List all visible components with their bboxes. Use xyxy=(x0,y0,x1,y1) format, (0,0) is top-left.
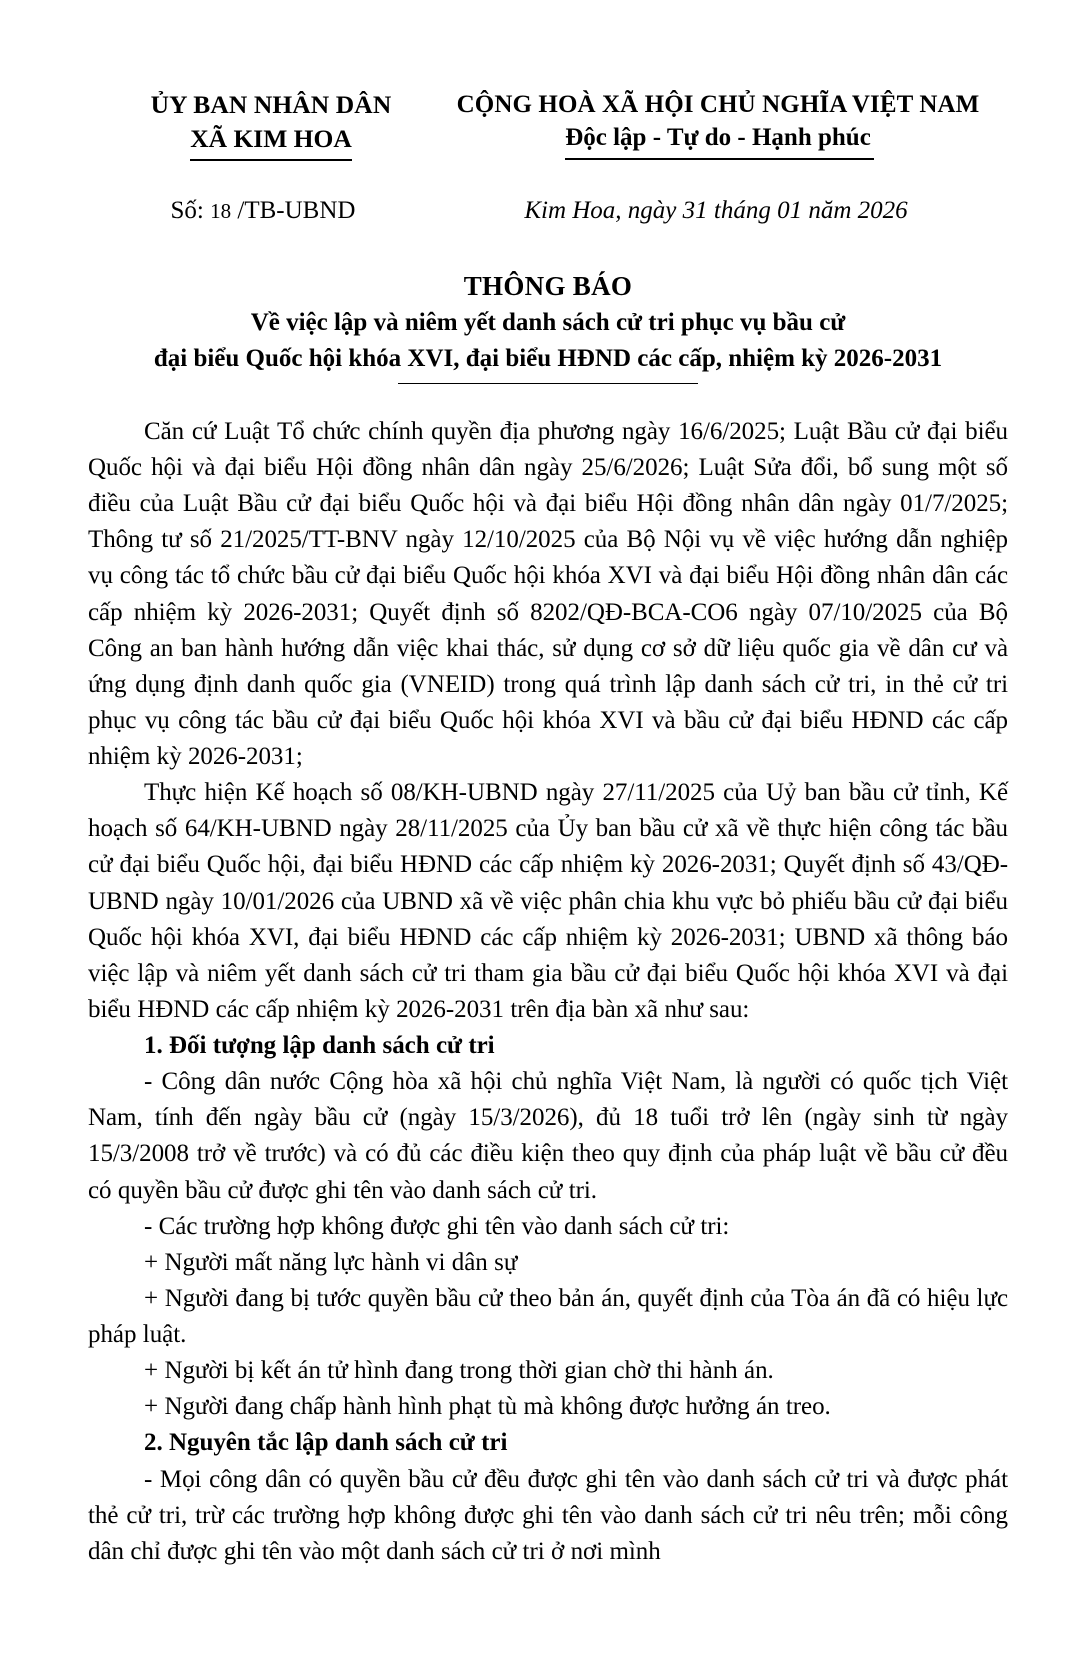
issuing-authority-underline xyxy=(190,159,352,161)
issuing-authority-block xyxy=(88,88,436,161)
national-title: CỘNG HOÀ XÃ HỘI CHỦ NGHĨA VIỆT NAM xyxy=(456,91,980,118)
section-2-heading: 2. Nguyên tắc lập danh sách cử tri xyxy=(144,1429,508,1457)
issuing-authority-unit-label: XÃ KIM HOA xyxy=(190,123,352,153)
document-body xyxy=(88,414,1008,1570)
document-number-suffix: /TB-UBND xyxy=(237,196,356,224)
document-meta-row xyxy=(88,197,1008,225)
document-title-rule xyxy=(398,383,698,384)
national-motto: Độc lập - Tự do - Hạnh phúc xyxy=(565,124,871,152)
document-subtitle-line2: đại biểu Quốc hội khóa XVI, đại biểu HĐND các cấp, nhiệm kỳ 2026-2031 xyxy=(153,345,943,373)
section-2-item-1: - Mọi công dân có quyền bầu cử đều được ghi tên vào danh sách cử tri và được phát thẻ cử tri, trừ các trường hợp không được ghi tên vào danh sách cử tri nêu trên; mỗi công dân chỉ được ghi tên vào một danh sách cử tri ở nơi mình xyxy=(88,1465,1008,1565)
document-number xyxy=(88,197,428,225)
document-number-prefix: Số: xyxy=(170,196,204,224)
national-motto-wrap xyxy=(565,121,871,159)
section-1-subitem-2: + Người đang bị tước quyền bầu cử theo bản án, quyết định của Tòa án đã có hiệu lực pháp luật. xyxy=(88,1284,1008,1349)
issuing-authority-unit xyxy=(190,122,352,161)
section-1-item-1: - Công dân nước Cộng hòa xã hội chủ nghĩa Việt Nam, là người có quốc tịch Việt Nam, tính đến ngày bầu cử (ngày 15/3/2026), đủ 18 tuổi trở lên (ngày sinh từ ngày 15/3/2008 trở về trước) và có đủ các điều kiện theo quy định của pháp luật về bầu cử đều có quyền bầu cử được ghi tên vào danh sách cử tri. xyxy=(88,1068,1008,1204)
document-subtitle-line1: Về việc lập và niêm yết danh sách cử tri phục vụ bầu cử xyxy=(250,308,846,336)
paragraph-implementation: Thực hiện Kế hoạch số 08/KH-UBND ngày 27/11/2025 của Uỷ ban bầu cử tỉnh, Kế hoạch số 64/KH-UBND ngày 28/11/2025 của Ủy ban bầu cử xã về thực hiện công tác bầu cử đại biểu Quốc hội, đại biểu HĐND các cấp nhiệm kỳ 2026-2031; Quyết định số 43/QĐ-UBND ngày 10/01/2026 của UBND xã về việc phân chia khu vực bỏ phiếu bầu cử đại biểu Quốc hội khóa XVI, đại biểu HĐND các cấp nhiệm kỳ 2026-2031; UBND xã thông báo việc lập và niêm yết danh sách cử tri tham gia bầu cử đại biểu Quốc hội khóa XVI và đại biểu HĐND các cấp nhiệm kỳ 2026-2031 trên địa bàn xã như sau: xyxy=(88,779,1008,1023)
paragraph-legal-basis: Căn cứ Luật Tổ chức chính quyền địa phương ngày 16/6/2025; Luật Bầu cử đại biểu Quốc hội và đại biểu Hội đồng nhân dân ngày 25/6/2026; Luật Sửa đổi, bổ sung một số điều của Luật Bầu cử đại biểu Quốc hội và đại biểu Hội đồng nhân dân ngày 01/7/2025; Thông tư số 21/2025/TT-BNV ngày 12/10/2025 của Bộ Nội vụ về việc hướng dẫn nghiệp vụ công tác tổ chức bầu cử đại biểu Quốc hội khóa XVI và đại biểu Hội đồng nhân dân các cấp nhiệm kỳ 2026-2031; Quyết định số 8202/QĐ-BCA-CO6 ngày 07/10/2025 của Bộ Công an ban hành hướng dẫn việc khai thác, sử dụng cơ sở dữ liệu quốc gia về dân cư và ứng dụng định danh quốc gia (VNEID) trong quá trình lập danh sách cử tri, in thẻ cử tri phục vụ công tác bầu cử đại biểu Quốc hội khóa XVI và bầu cử đại biểu HĐND các cấp nhiệm kỳ 2026-2031; xyxy=(88,417,1008,771)
section-1-heading: 1. Đối tượng lập danh sách cử tri xyxy=(144,1032,495,1060)
section-1-item-2: - Các trường hợp không được ghi tên vào danh sách cử tri: xyxy=(144,1212,730,1240)
document-number-value: 18 xyxy=(210,198,232,223)
document-title-block xyxy=(88,269,1008,384)
document-title: THÔNG BÁO xyxy=(463,270,633,301)
document-place-date: Kim Hoa, ngày 31 tháng 01 năm 2026 xyxy=(524,196,908,224)
section-1-subitem-1: + Người mất năng lực hành vi dân sự xyxy=(144,1248,518,1276)
document-subtitle-line2-wrap xyxy=(88,342,1008,384)
national-motto-underline xyxy=(565,158,874,160)
section-1-subitem-4: + Người đang chấp hành hình phạt tù mà không được hưởng án treo. xyxy=(144,1393,831,1421)
national-heading-block xyxy=(436,88,1008,160)
section-1-subitem-3: + Người bị kết án tử hình đang trong thời gian chờ thi hành án. xyxy=(144,1357,774,1385)
issuing-authority-line1: ỦY BAN NHÂN DÂN xyxy=(150,90,392,119)
document-header xyxy=(88,88,1008,161)
